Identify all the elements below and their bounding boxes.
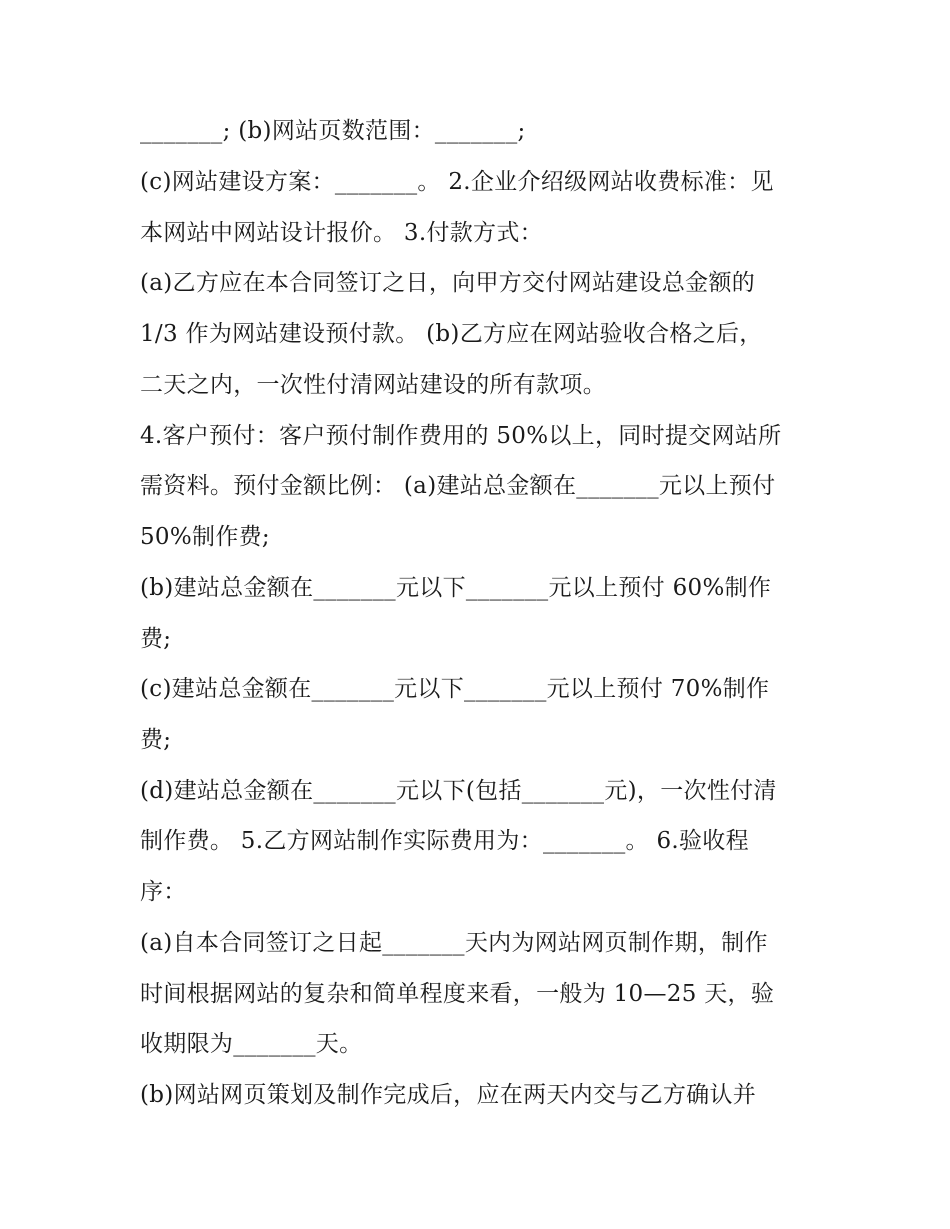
- text-line: 制作费。 5.乙方网站制作实际费用为：_______。 6.验收程: [140, 828, 749, 854]
- text-line: (a)乙方应在本合同签订之日，向甲方交付网站建设总金额的: [140, 270, 756, 296]
- text-line: 4.客户预付：客户预付制作费用的 50%以上，同时提交网站所: [140, 423, 782, 449]
- text-line: (b)建站总金额在_______元以下_______元以上预付 60%制作: [140, 575, 772, 601]
- text-line: 费;: [140, 626, 172, 652]
- text-line: 费;: [140, 727, 172, 753]
- text-line: 收期限为_______天。: [140, 1031, 363, 1057]
- text-line: (c)网站建设方案：_______。 2.企业介绍级网站收费标准：见: [140, 169, 774, 195]
- text-line: 50%制作费;: [140, 524, 270, 550]
- text-line: 需资料。预付金额比例： (a)建站总金额在_______元以上预付: [140, 473, 776, 499]
- text-line: 1/3 作为网站建设预付款。 (b)乙方应在网站验收合格之后，: [140, 321, 763, 347]
- text-line: 本网站中网站设计报价。 3.付款方式：: [140, 220, 543, 246]
- text-line: (d)建站总金额在_______元以下(包括_______元)，一次性付清: [140, 778, 777, 804]
- text-line: 时间根据网站的复杂和简单程度来看，一般为 10—25 天，验: [140, 981, 775, 1007]
- text-line: (c)建站总金额在_______元以下_______元以上预付 70%制作: [140, 676, 770, 702]
- text-line: 序：: [140, 879, 187, 905]
- text-line: 二天之内，一次性付清网站建设的所有款项。: [140, 372, 606, 398]
- text-line: (b)网站网页策划及制作完成后，应在两天内交与乙方确认并: [140, 1082, 757, 1108]
- text-line: _______; (b)网站页数范围：_______;: [140, 118, 526, 144]
- text-line: (a)自本合同签订之日起_______天内为网站网页制作期，制作: [140, 930, 768, 956]
